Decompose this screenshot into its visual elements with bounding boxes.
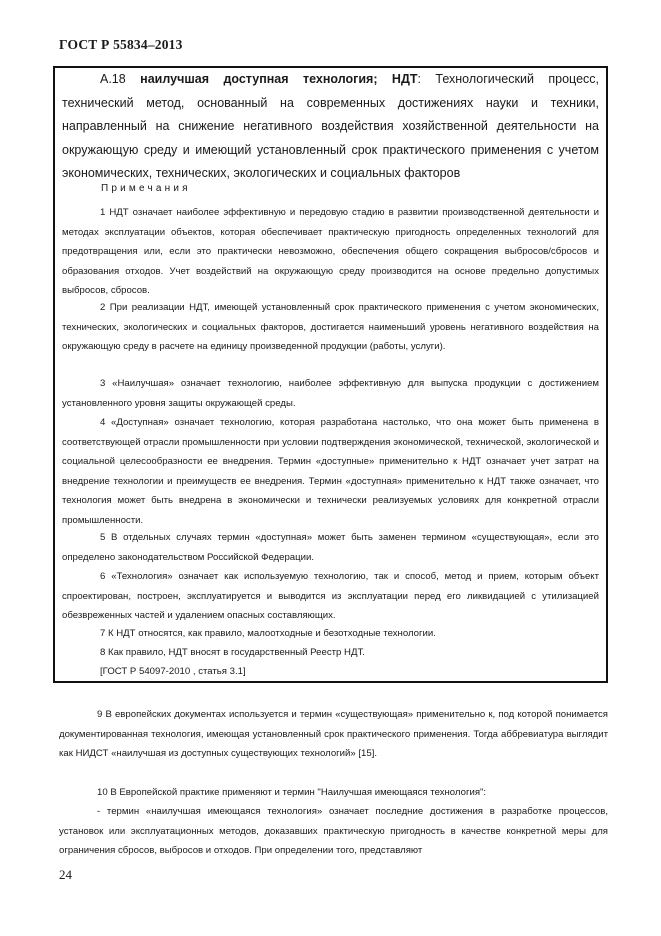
note-3: 3 «Наилучшая» означает технологию, наиболее эффективную для выпуска продукции с достижением установленного уровня защиты окружающей среды.	[62, 378, 599, 409]
note-2: 2 При реализации НДТ, имеющей установленный срок практического применения с учетом экономических, технических, экологических и социальных факторов, достигается наименьший уровень негативного воздействия на окружающую среду в расчете на единицу произведенной продукции (работы, услуги).	[62, 302, 599, 352]
notes-title: Примечания	[101, 183, 191, 194]
note-7: 7 К НДТ относятся, как правило, малоотходные и безотходные технологии.	[100, 628, 436, 639]
note-1: 1 НДТ означает наиболее эффективную и передовую стадию в развитии производственной деятельности и методах эксплуатации объектов, которая обеспечивает практическую пригодность определенных технологий для предотвращения или, если это практически невозможно, обеспечения общего сокращения выбросов/сбросов и образования отходов. Учет воздействий на окружающую среду производится на основе предельно допустимых выбросов, сбросов.	[62, 207, 599, 296]
definition-box	[53, 66, 608, 683]
definition-body: : Технологический процесс, технический метод, основанный на современных достижениях науки и техники, направленный на снижение негативного воздействия хозяйственной деятельности на окружающую среду и имеющий установленный срок практического применения с учетом экономических, технических, экологических и социальных факторов	[62, 72, 599, 180]
note-5: 5 В отдельных случаях термин «доступная» может быть заменен термином «существующая», если это определено законодательством Российской Федерации.	[62, 532, 599, 563]
paragraph-10: 10 В Европейской практике применяют и термин "Наилучшая имеющаяся технология":	[97, 787, 487, 798]
note-4: 4 «Доступная» означает технологию, которая разработана настолько, что она может быть применена в соответствующей отрасли промышленности при условии подтверждения экономической, технической, экологической и социальной целесообразности ее внедрения. Термин «доступные» применительно к НДТ означает учет затрат на внедрение технологии и преимуществ ее внедрения. Термин «доступная» применительно к НДТ также означает, что технология может быть внедрена в экономически и технически реализуемых условиях для конкретной отрасли промышленности.	[62, 417, 599, 526]
paragraph-10-definition: - термин «наилучшая имеющаяся технология» означает последние достижения в разработке процессов, установок или эксплуатационных методов, доказавших практическую пригодность в качестве конкретной меры для ограничения сбросов, выбросов и отходов. При определении того, представляют	[59, 806, 608, 856]
source-reference: [ГОСТ Р 54097-2010 , статья 3.1]	[100, 666, 246, 677]
page-number: 24	[59, 867, 72, 882]
definition-number: А.18	[100, 72, 126, 86]
definition-text	[62, 68, 599, 186]
paragraph-9: 9 В европейских документах используется и термин «существующая» применительно к, под которой понимается документированная технология, имеющая установленный срок практического применения. Тогда аббревиатура выглядит как НИДСТ «наилучшая из доступных существующих технологий» [15].	[59, 709, 608, 759]
document-header: ГОСТ Р 55834–2013	[59, 37, 183, 52]
note-6: 6 «Технология» означает как используемую технологию, так и способ, метод и прием, которым объект спроектирован, построен, эксплуатируется и выводится из эксплуатации перед его ликвидацией с утилизацией обезвреженных частей и удалением опасных составляющих.	[62, 571, 599, 621]
definition-term: наилучшая доступная технология; НДТ	[140, 72, 418, 86]
note-8: 8 Как правило, НДТ вносят в государственный Реестр НДТ.	[100, 647, 365, 658]
